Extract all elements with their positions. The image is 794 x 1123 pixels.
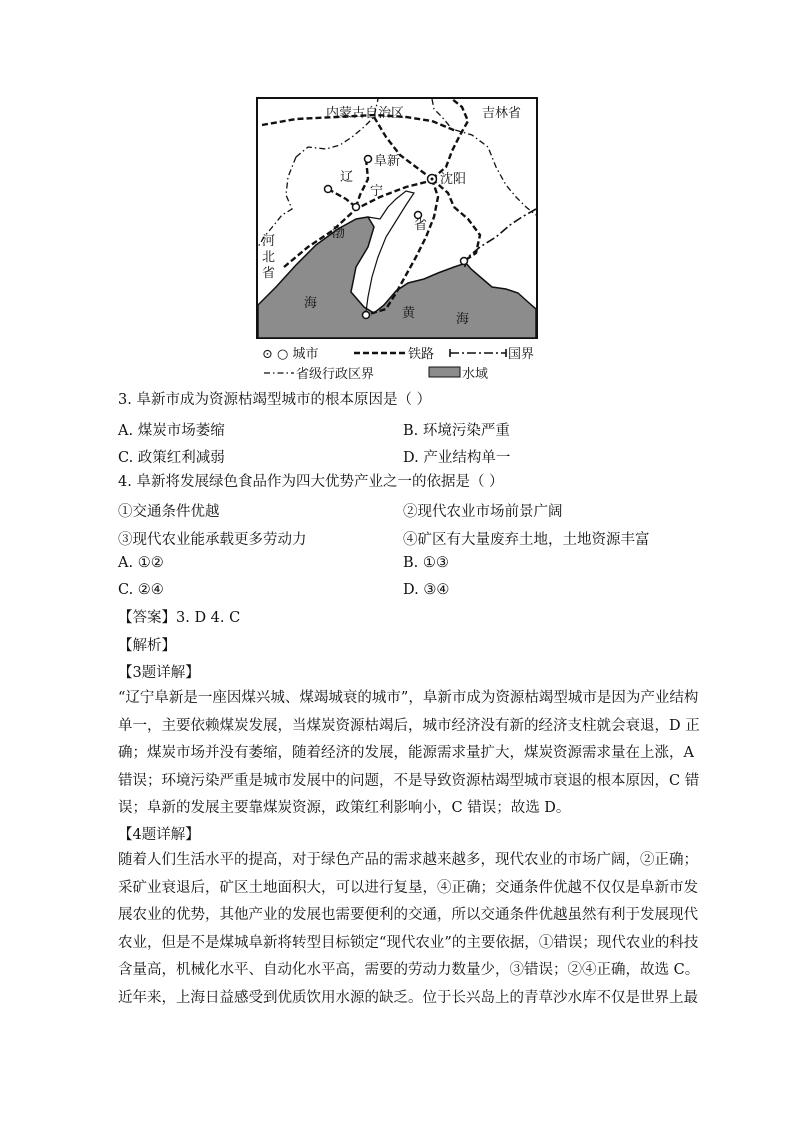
railway: [432, 99, 468, 179]
q4-option-b: B. ①③: [403, 555, 449, 571]
label-fuxin: 阜新: [374, 154, 401, 169]
q3-option-b: B. 环境污染严重: [403, 423, 510, 439]
q4-item-4: ④矿区有大量废弃土地，土地资源丰富: [403, 532, 650, 548]
q4-item-3: ③现代农业能承载更多劳动力: [118, 532, 307, 548]
label-hebei-1: 河: [262, 234, 276, 249]
q4-stem: 4. 阜新将发展绿色食品作为四大优势产业之一的依据是（ ）: [118, 474, 504, 490]
legend-water: 水域: [428, 363, 488, 382]
label-hai-2: 海: [456, 312, 470, 327]
label-hai-1: 海: [304, 296, 318, 311]
q3-option-a: A. 煤炭市场萎缩: [118, 423, 225, 439]
detail3-heading: 【3题详解】: [118, 665, 200, 681]
detail4-heading: 【4题详解】: [118, 827, 200, 843]
q4-item-1: ①交通条件优越: [118, 504, 220, 520]
railway: [356, 159, 368, 207]
label-huang: 黄: [402, 306, 416, 321]
legend-province: 省级行政区界: [262, 363, 374, 382]
q4-item-2: ②现代农业市场前景广阔: [403, 504, 563, 520]
liaoning-map: [256, 97, 538, 339]
q4-option-a: A. ①②: [118, 555, 164, 571]
railway: [374, 117, 432, 179]
label-bo: 渤: [332, 226, 346, 241]
railway-symbol-icon: [352, 348, 408, 358]
label-jilin: 吉林省: [482, 106, 522, 121]
legend-city: ⊙ ○ 城市: [262, 347, 319, 362]
city-shenyang-dot: [431, 178, 434, 181]
legend-border: 国界: [448, 343, 534, 362]
label-hebei-3: 省: [262, 266, 276, 281]
label-liao: 辽: [340, 170, 354, 185]
label-sheng: 省: [414, 218, 428, 233]
railway: [328, 189, 356, 207]
detail4-line: 随着人们生活水平的提高，对于绿色产品的需求越来越多，现代农业的市场广阔，②正确；: [118, 852, 698, 868]
label-neimenggu: 内蒙古自治区: [326, 106, 405, 121]
detail4-line: 展农业的优势，其他产业的发展也需要便利的交通，所以交通条件优越虽然有利于发展现代: [118, 907, 698, 923]
label-hebei-2: 北: [262, 250, 276, 265]
railway: [454, 207, 480, 261]
detail4-paragraph: [118, 847, 700, 1012]
q3-option-c: C. 政策红利减弱: [118, 450, 225, 466]
province-symbol-icon: [262, 368, 296, 378]
detail4-line: 近年来，上海日益感受到优质饮用水源的缺乏。位于长兴岛上的青草沙水库不仅是世界上最: [118, 989, 698, 1006]
q3-stem: 3. 阜新市成为资源枯竭型城市的根本原因是（ ）: [118, 392, 432, 408]
detail3-line: “辽宁阜新是一座因煤兴城、煤竭城衰的城市”，阜新市成为资源枯竭型城市是因为产业结构: [118, 690, 699, 706]
q3-option-d: D. 产业结构单一: [403, 450, 511, 466]
border-symbol-icon: [448, 348, 508, 358]
city: [363, 312, 370, 319]
sea-area: [258, 217, 536, 338]
water-symbol-icon: [428, 366, 462, 378]
analysis-heading: 【解析】: [118, 638, 176, 654]
detail4-line: 含量高，机械化水平、自动化水平高，需要的劳动力数量少，③错误；②④正确，故选 C。: [118, 962, 700, 978]
city: [325, 186, 332, 193]
detail3-line: 确；煤炭市场并没有萎缩，随着经济的发展，能源需求量扩大，煤炭资源需求量在上涨，A: [118, 745, 694, 761]
q4-option-d: D. ③④: [403, 582, 450, 598]
detail3-paragraph: [118, 685, 700, 823]
answer-line: 【答案】3. D 4. C: [118, 610, 241, 626]
city: [353, 204, 360, 211]
map-legend: [260, 343, 560, 383]
detail3-line: 错误；环境污染严重是城市发展中的问题，不是导致资源枯竭型城市衰退的根本原因，C 错: [118, 772, 700, 789]
city: [461, 258, 468, 265]
legend-railway: 铁路: [352, 343, 434, 362]
city-symbol-icon: ⊙ ○: [262, 347, 293, 362]
label-ning: 宁: [370, 184, 384, 199]
detail3-line: 误；阜新的发展主要靠煤炭资源，政策红利影响小，C 错误；故选 D。: [118, 800, 571, 816]
city-fuxin: [365, 156, 372, 163]
q4-option-c: C. ②④: [118, 582, 164, 598]
detail4-line: 农业，但是不是煤城阜新将转型目标锁定“现代农业”的主要依据，①错误；现代农业的科技: [118, 934, 699, 951]
label-shenyang: 沈阳: [440, 172, 467, 187]
detail4-line: 采矿业衰退后，矿区土地面积大，可以进行复垦，④正确；交通条件优越不仅仅是阜新市发: [118, 879, 698, 896]
detail3-line: 单一，主要依赖煤炭发展，当煤炭资源枯竭后，城市经济没有新的经济支柱就会衰退，D 正: [118, 717, 700, 734]
national-border: [464, 209, 536, 269]
